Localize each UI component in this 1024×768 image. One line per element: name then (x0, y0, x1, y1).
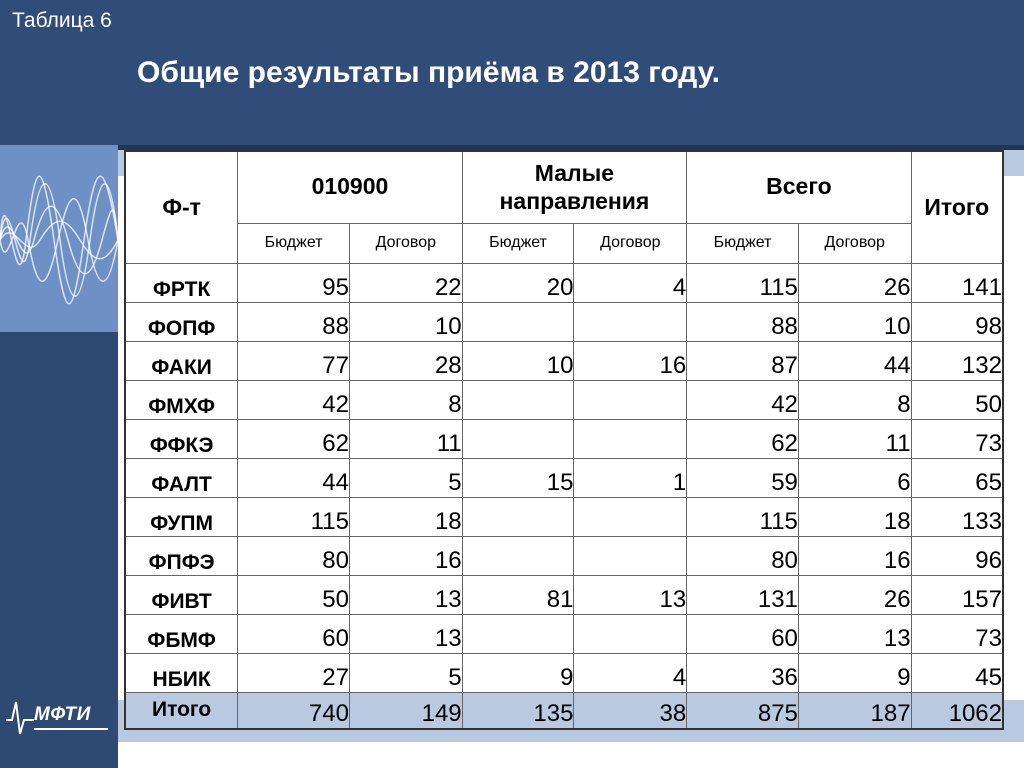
cell-value: 80 (687, 536, 799, 575)
subheader-budget: Бюджет (687, 223, 799, 263)
cell-value: 115 (687, 497, 799, 536)
cell-value: 26 (798, 575, 911, 614)
table-total-row (125, 692, 1003, 729)
cell-value: 42 (687, 380, 799, 419)
cell-value: 96 (911, 536, 1003, 575)
cell-value (462, 302, 574, 341)
subheader-budget: Бюджет (462, 223, 574, 263)
cell-value: 95 (238, 263, 350, 302)
row-name: ФРТК (125, 263, 238, 302)
header-faculty: Ф-т (125, 151, 238, 263)
cell-value: 10 (798, 302, 911, 341)
cell-value (462, 536, 574, 575)
row-name: НБИК (125, 653, 238, 692)
cell-value: 44 (798, 341, 911, 380)
cell-value: 115 (687, 263, 799, 302)
cell-value: 11 (349, 419, 462, 458)
logo-wave-icon (6, 698, 34, 738)
cell-value: 8 (349, 380, 462, 419)
wave-graphic (0, 145, 118, 332)
subheader-contract: Договор (349, 223, 462, 263)
cell-value: 50 (238, 575, 350, 614)
cell-value: 10 (462, 341, 574, 380)
row-name: ФФКЭ (125, 419, 238, 458)
cell-value: 141 (911, 263, 1003, 302)
cell-value: 157 (911, 575, 1003, 614)
row-name: ФБМФ (125, 614, 238, 653)
cell-value (574, 614, 687, 653)
cell-value: 20 (462, 263, 574, 302)
cell-value (574, 380, 687, 419)
cell-value: 62 (687, 419, 799, 458)
cell-value: 50 (911, 380, 1003, 419)
cell-value (462, 419, 574, 458)
row-name: ФИВТ (125, 575, 238, 614)
row-name: ФАКИ (125, 341, 238, 380)
cell-value (462, 497, 574, 536)
cell-value: 27 (238, 653, 350, 692)
table-row (125, 302, 1003, 341)
cell-value: 875 (687, 692, 799, 729)
header-group-010900: 010900 (238, 151, 462, 223)
table-row (125, 614, 1003, 653)
table-row (125, 263, 1003, 302)
cell-value: 8 (798, 380, 911, 419)
cell-value: 149 (349, 692, 462, 729)
cell-value: 133 (911, 497, 1003, 536)
cell-value: 13 (798, 614, 911, 653)
cell-value: 16 (574, 341, 687, 380)
table-row (125, 458, 1003, 497)
row-name: ФАЛТ (125, 458, 238, 497)
cell-value: 1062 (911, 692, 1003, 729)
cell-value (574, 497, 687, 536)
cell-value: 131 (687, 575, 799, 614)
cell-value: 36 (687, 653, 799, 692)
header-total: Итого (911, 151, 1003, 263)
cell-value: 45 (911, 653, 1003, 692)
cell-value: 13 (574, 575, 687, 614)
cell-value: 62 (238, 419, 350, 458)
cell-value: 65 (911, 458, 1003, 497)
cell-value (574, 302, 687, 341)
cell-value: 135 (462, 692, 574, 729)
cell-value: 6 (798, 458, 911, 497)
cell-value: 13 (349, 575, 462, 614)
row-name: Итого (125, 692, 238, 729)
table-row (125, 341, 1003, 380)
cell-value: 28 (349, 341, 462, 380)
cell-value: 15 (462, 458, 574, 497)
table-body (125, 263, 1003, 692)
table-row (125, 653, 1003, 692)
cell-value: 98 (911, 302, 1003, 341)
row-name: ФПФЭ (125, 536, 238, 575)
cell-value: 4 (574, 263, 687, 302)
table-row (125, 497, 1003, 536)
cell-value (462, 380, 574, 419)
cell-value (462, 614, 574, 653)
cell-value: 4 (574, 653, 687, 692)
cell-value: 81 (462, 575, 574, 614)
cell-value: 88 (238, 302, 350, 341)
wave-decoration (0, 145, 118, 332)
header-group-small: Малые направления (462, 151, 687, 223)
slide-header (0, 0, 1024, 145)
cell-value: 87 (687, 341, 799, 380)
table-row (125, 536, 1003, 575)
row-name: ФУПМ (125, 497, 238, 536)
cell-value: 9 (798, 653, 911, 692)
cell-value: 73 (911, 614, 1003, 653)
cell-value: 60 (687, 614, 799, 653)
subheader-contract: Договор (574, 223, 687, 263)
cell-value: 44 (238, 458, 350, 497)
table-row (125, 419, 1003, 458)
subheader-budget: Бюджет (238, 223, 350, 263)
cell-value: 38 (574, 692, 687, 729)
cell-value: 26 (798, 263, 911, 302)
cell-value: 18 (349, 497, 462, 536)
row-name: ФОПФ (125, 302, 238, 341)
cell-value (574, 419, 687, 458)
cell-value: 187 (798, 692, 911, 729)
cell-value: 16 (349, 536, 462, 575)
cell-value: 80 (238, 536, 350, 575)
cell-value: 77 (238, 341, 350, 380)
cell-value: 18 (798, 497, 911, 536)
logo-underline (34, 728, 108, 730)
cell-value: 22 (349, 263, 462, 302)
cell-value (574, 536, 687, 575)
cell-value: 115 (238, 497, 350, 536)
header-group-total: Всего (687, 151, 911, 223)
row-name: ФМХФ (125, 380, 238, 419)
subheader-contract: Договор (798, 223, 911, 263)
cell-value: 59 (687, 458, 799, 497)
slide-label: Таблица 6 (12, 9, 112, 32)
results-table (124, 150, 1004, 730)
cell-value: 5 (349, 458, 462, 497)
cell-value: 10 (349, 302, 462, 341)
cell-value: 11 (798, 419, 911, 458)
cell-value: 73 (911, 419, 1003, 458)
table-row (125, 380, 1003, 419)
cell-value: 88 (687, 302, 799, 341)
cell-value: 132 (911, 341, 1003, 380)
cell-value: 5 (349, 653, 462, 692)
mipt-logo (6, 698, 112, 738)
cell-value: 9 (462, 653, 574, 692)
logo-text: МФТИ (34, 704, 91, 725)
slide-title: Общие результаты приёма в 2013 году. (137, 56, 721, 89)
cell-value: 1 (574, 458, 687, 497)
cell-value: 13 (349, 614, 462, 653)
cell-value: 16 (798, 536, 911, 575)
cell-value: 60 (238, 614, 350, 653)
cell-value: 42 (238, 380, 350, 419)
table-row (125, 575, 1003, 614)
cell-value: 740 (238, 692, 350, 729)
